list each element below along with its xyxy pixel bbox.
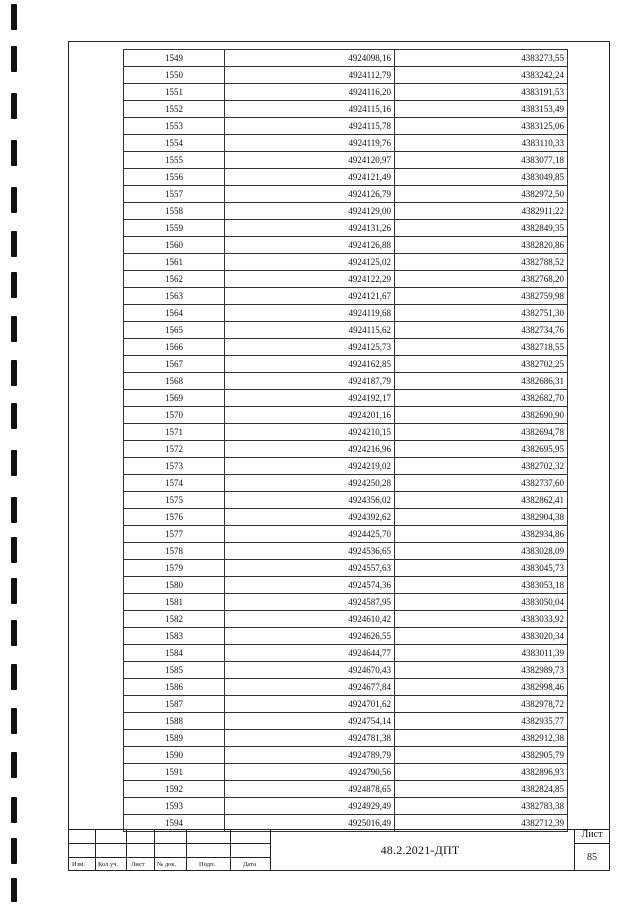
point-number-cell: 1549 bbox=[124, 50, 225, 67]
x-coordinate-cell: 4924356,02 bbox=[225, 492, 395, 509]
point-number-cell: 1561 bbox=[124, 254, 225, 271]
stamp-line bbox=[154, 829, 155, 871]
x-coordinate-cell: 4924126,88 bbox=[225, 237, 395, 254]
y-coordinate-cell: 4383273,55 bbox=[395, 50, 568, 67]
point-number-cell: 1577 bbox=[124, 526, 225, 543]
point-number-cell: 1559 bbox=[124, 220, 225, 237]
point-number-cell: 1558 bbox=[124, 203, 225, 220]
document-number: 48.2.2021-ДПТ bbox=[380, 843, 460, 857]
point-number-cell: 1568 bbox=[124, 373, 225, 390]
x-coordinate-cell: 4924789,79 bbox=[225, 747, 395, 764]
x-coordinate-cell: 4924250,28 bbox=[225, 475, 395, 492]
table-row bbox=[124, 441, 568, 458]
point-number-cell: 1566 bbox=[124, 339, 225, 356]
point-number-cell: 1572 bbox=[124, 441, 225, 458]
point-number-cell: 1563 bbox=[124, 288, 225, 305]
point-number-cell: 1562 bbox=[124, 271, 225, 288]
x-coordinate-cell: 4924574,36 bbox=[225, 577, 395, 594]
table-row bbox=[124, 475, 568, 492]
table-row bbox=[124, 543, 568, 560]
coordinates-table bbox=[123, 49, 568, 832]
point-number-cell: 1588 bbox=[124, 713, 225, 730]
y-coordinate-cell: 4382896,93 bbox=[395, 764, 568, 781]
y-coordinate-cell: 4383011,39 bbox=[395, 645, 568, 662]
x-coordinate-cell: 4924754,14 bbox=[225, 713, 395, 730]
y-coordinate-cell: 4383110,33 bbox=[395, 135, 568, 152]
y-coordinate-cell: 4383045,73 bbox=[395, 560, 568, 577]
x-coordinate-cell: 4924219,02 bbox=[225, 458, 395, 475]
x-coordinate-cell: 4924670,43 bbox=[225, 662, 395, 679]
table-row bbox=[124, 696, 568, 713]
table-row bbox=[124, 288, 568, 305]
binder-mark bbox=[11, 497, 17, 523]
table-row bbox=[124, 390, 568, 407]
x-coordinate-cell: 4924187,79 bbox=[225, 373, 395, 390]
y-coordinate-cell: 4382935,77 bbox=[395, 713, 568, 730]
sheet-number: 85 bbox=[587, 852, 597, 863]
y-coordinate-cell: 4382759,98 bbox=[395, 288, 568, 305]
table-row bbox=[124, 645, 568, 662]
y-coordinate-cell: 4383028,09 bbox=[395, 543, 568, 560]
table-row bbox=[124, 509, 568, 526]
y-coordinate-cell: 4382788,52 bbox=[395, 254, 568, 271]
y-coordinate-cell: 4382737,60 bbox=[395, 475, 568, 492]
x-coordinate-cell: 4924112,79 bbox=[225, 67, 395, 84]
y-coordinate-cell: 4383077,18 bbox=[395, 152, 568, 169]
x-coordinate-cell: 4924120,97 bbox=[225, 152, 395, 169]
table-row bbox=[124, 747, 568, 764]
y-coordinate-cell: 4382694,78 bbox=[395, 424, 568, 441]
table-row bbox=[124, 67, 568, 84]
binder-mark bbox=[11, 360, 17, 386]
table-row bbox=[124, 577, 568, 594]
table-row bbox=[124, 662, 568, 679]
table-row bbox=[124, 254, 568, 271]
y-coordinate-cell: 4382998,46 bbox=[395, 679, 568, 696]
point-number-cell: 1555 bbox=[124, 152, 225, 169]
x-coordinate-cell: 4924119,68 bbox=[225, 305, 395, 322]
point-number-cell: 1585 bbox=[124, 662, 225, 679]
binder-mark bbox=[11, 797, 17, 823]
x-coordinate-cell: 4924098,16 bbox=[225, 50, 395, 67]
binder-mark bbox=[11, 838, 17, 864]
table-row bbox=[124, 764, 568, 781]
table-row bbox=[124, 50, 568, 67]
x-coordinate-cell: 4924644,77 bbox=[225, 645, 395, 662]
y-coordinate-cell: 4382904,38 bbox=[395, 509, 568, 526]
table-row bbox=[124, 356, 568, 373]
binder-mark bbox=[11, 93, 17, 119]
x-coordinate-cell: 4924121,49 bbox=[225, 169, 395, 186]
binder-mark bbox=[11, 450, 17, 476]
point-number-cell: 1580 bbox=[124, 577, 225, 594]
table-row bbox=[124, 594, 568, 611]
x-coordinate-cell: 4924878,65 bbox=[225, 781, 395, 798]
point-number-cell: 1583 bbox=[124, 628, 225, 645]
stamp-line bbox=[574, 843, 610, 844]
point-number-cell: 1589 bbox=[124, 730, 225, 747]
point-number-cell: 1584 bbox=[124, 645, 225, 662]
table-row bbox=[124, 611, 568, 628]
point-number-cell: 1581 bbox=[124, 594, 225, 611]
table-row bbox=[124, 560, 568, 577]
y-coordinate-cell: 4382768,20 bbox=[395, 271, 568, 288]
point-number-cell: 1565 bbox=[124, 322, 225, 339]
table-row bbox=[124, 679, 568, 696]
x-coordinate-cell: 4924425,70 bbox=[225, 526, 395, 543]
title-block bbox=[68, 829, 610, 871]
stamp-label-doc-no: № док. bbox=[157, 861, 177, 868]
point-number-cell: 1552 bbox=[124, 101, 225, 118]
table-row bbox=[124, 135, 568, 152]
binder-mark bbox=[11, 140, 17, 166]
stamp-line bbox=[230, 829, 231, 871]
table-row bbox=[124, 713, 568, 730]
y-coordinate-cell: 4382751,30 bbox=[395, 305, 568, 322]
x-coordinate-cell: 4924929,49 bbox=[225, 798, 395, 815]
point-number-cell: 1579 bbox=[124, 560, 225, 577]
point-number-cell: 1587 bbox=[124, 696, 225, 713]
x-coordinate-cell: 4924129,00 bbox=[225, 203, 395, 220]
stamp-label-list: Лист bbox=[131, 861, 145, 868]
y-coordinate-cell: 4382824,85 bbox=[395, 781, 568, 798]
table-row bbox=[124, 492, 568, 509]
table-row bbox=[124, 169, 568, 186]
table-row bbox=[124, 424, 568, 441]
table-row bbox=[124, 730, 568, 747]
point-number-cell: 1560 bbox=[124, 237, 225, 254]
point-number-cell: 1594 bbox=[124, 815, 225, 832]
x-coordinate-cell: 4924610,42 bbox=[225, 611, 395, 628]
x-coordinate-cell: 4924119,76 bbox=[225, 135, 395, 152]
point-number-cell: 1564 bbox=[124, 305, 225, 322]
y-coordinate-cell: 4382783,38 bbox=[395, 798, 568, 815]
binder-mark bbox=[11, 537, 17, 563]
point-number-cell: 1553 bbox=[124, 118, 225, 135]
y-coordinate-cell: 4382712,39 bbox=[395, 815, 568, 832]
y-coordinate-cell: 4382849,35 bbox=[395, 220, 568, 237]
y-coordinate-cell: 4383049,85 bbox=[395, 169, 568, 186]
binder-mark bbox=[11, 316, 17, 342]
y-coordinate-cell: 4382702,25 bbox=[395, 356, 568, 373]
y-coordinate-cell: 4382686,31 bbox=[395, 373, 568, 390]
y-coordinate-cell: 4382989,73 bbox=[395, 662, 568, 679]
stamp-line bbox=[68, 857, 270, 858]
y-coordinate-cell: 4382682,70 bbox=[395, 390, 568, 407]
stamp-label-data: Дата bbox=[243, 861, 256, 868]
stamp-line bbox=[126, 829, 127, 871]
point-number-cell: 1590 bbox=[124, 747, 225, 764]
point-number-cell: 1569 bbox=[124, 390, 225, 407]
table-row bbox=[124, 339, 568, 356]
point-number-cell: 1567 bbox=[124, 356, 225, 373]
y-coordinate-cell: 4382690,90 bbox=[395, 407, 568, 424]
y-coordinate-cell: 4382718,55 bbox=[395, 339, 568, 356]
point-number-cell: 1575 bbox=[124, 492, 225, 509]
binder-mark bbox=[11, 752, 17, 778]
table-row bbox=[124, 101, 568, 118]
x-coordinate-cell: 4924122,29 bbox=[225, 271, 395, 288]
binder-mark bbox=[11, 878, 17, 902]
y-coordinate-cell: 4383125,06 bbox=[395, 118, 568, 135]
y-coordinate-cell: 4383242,24 bbox=[395, 67, 568, 84]
y-coordinate-cell: 4382972,50 bbox=[395, 186, 568, 203]
y-coordinate-cell: 4382734,76 bbox=[395, 322, 568, 339]
y-coordinate-cell: 4383191,53 bbox=[395, 84, 568, 101]
stamp-label-kol-uch: Кол.уч. bbox=[98, 861, 119, 868]
table-row bbox=[124, 237, 568, 254]
y-coordinate-cell: 4383020,34 bbox=[395, 628, 568, 645]
x-coordinate-cell: 4924587,95 bbox=[225, 594, 395, 611]
binder-mark bbox=[11, 46, 17, 72]
table-row bbox=[124, 526, 568, 543]
x-coordinate-cell: 4924115,62 bbox=[225, 322, 395, 339]
binder-mark bbox=[11, 664, 17, 690]
x-coordinate-cell: 4924210,15 bbox=[225, 424, 395, 441]
y-coordinate-cell: 4382911,22 bbox=[395, 203, 568, 220]
y-coordinate-cell: 4382978,72 bbox=[395, 696, 568, 713]
y-coordinate-cell: 4383050,04 bbox=[395, 594, 568, 611]
point-number-cell: 1550 bbox=[124, 67, 225, 84]
coordinates-table-body bbox=[124, 50, 568, 832]
point-number-cell: 1551 bbox=[124, 84, 225, 101]
stamp-line bbox=[68, 843, 270, 844]
binder-mark bbox=[11, 403, 17, 429]
stamp-line bbox=[186, 829, 187, 871]
x-coordinate-cell: 4924392,62 bbox=[225, 509, 395, 526]
point-number-cell: 1586 bbox=[124, 679, 225, 696]
point-number-cell: 1557 bbox=[124, 186, 225, 203]
x-coordinate-cell: 4924115,78 bbox=[225, 118, 395, 135]
point-number-cell: 1554 bbox=[124, 135, 225, 152]
table-row bbox=[124, 271, 568, 288]
x-coordinate-cell: 4924701,62 bbox=[225, 696, 395, 713]
point-number-cell: 1573 bbox=[124, 458, 225, 475]
binder-mark bbox=[11, 620, 17, 646]
y-coordinate-cell: 4382934,86 bbox=[395, 526, 568, 543]
x-coordinate-cell: 4924626,55 bbox=[225, 628, 395, 645]
x-coordinate-cell: 4924557,63 bbox=[225, 560, 395, 577]
y-coordinate-cell: 4382905,79 bbox=[395, 747, 568, 764]
x-coordinate-cell: 4924192,17 bbox=[225, 390, 395, 407]
x-coordinate-cell: 4924125,02 bbox=[225, 254, 395, 271]
x-coordinate-cell: 4924115,16 bbox=[225, 101, 395, 118]
y-coordinate-cell: 4382862,41 bbox=[395, 492, 568, 509]
y-coordinate-cell: 4383053,18 bbox=[395, 577, 568, 594]
x-coordinate-cell: 4924131,26 bbox=[225, 220, 395, 237]
x-coordinate-cell: 4924126,79 bbox=[225, 186, 395, 203]
x-coordinate-cell: 4924125,73 bbox=[225, 339, 395, 356]
x-coordinate-cell: 4924201,16 bbox=[225, 407, 395, 424]
stamp-label-podp: Подп. bbox=[199, 861, 216, 868]
stamp-line bbox=[68, 829, 610, 830]
x-coordinate-cell: 4924121,67 bbox=[225, 288, 395, 305]
point-number-cell: 1556 bbox=[124, 169, 225, 186]
x-coordinate-cell: 4924536,65 bbox=[225, 543, 395, 560]
y-coordinate-cell: 4382820,86 bbox=[395, 237, 568, 254]
x-coordinate-cell: 4924216,96 bbox=[225, 441, 395, 458]
table-row bbox=[124, 152, 568, 169]
sheet-label: Лист bbox=[581, 829, 603, 840]
table-row bbox=[124, 458, 568, 475]
point-number-cell: 1576 bbox=[124, 509, 225, 526]
binder-mark bbox=[11, 578, 17, 604]
y-coordinate-cell: 4382912,38 bbox=[395, 730, 568, 747]
point-number-cell: 1574 bbox=[124, 475, 225, 492]
point-number-cell: 1578 bbox=[124, 543, 225, 560]
point-number-cell: 1591 bbox=[124, 764, 225, 781]
point-number-cell: 1593 bbox=[124, 798, 225, 815]
binder-mark bbox=[11, 187, 17, 213]
table-row bbox=[124, 628, 568, 645]
table-row bbox=[124, 798, 568, 815]
x-coordinate-cell: 4925016,49 bbox=[225, 815, 395, 832]
y-coordinate-cell: 4382695,95 bbox=[395, 441, 568, 458]
binder-mark bbox=[11, 272, 17, 298]
stamp-label-izm: Изм. bbox=[72, 861, 85, 868]
table-row bbox=[124, 407, 568, 424]
table-row bbox=[124, 373, 568, 390]
binder-mark bbox=[11, 4, 17, 30]
binder-mark bbox=[11, 708, 17, 734]
x-coordinate-cell: 4924790,56 bbox=[225, 764, 395, 781]
table-row bbox=[124, 186, 568, 203]
x-coordinate-cell: 4924116,20 bbox=[225, 84, 395, 101]
table-row bbox=[124, 220, 568, 237]
y-coordinate-cell: 4383153,49 bbox=[395, 101, 568, 118]
table-row bbox=[124, 305, 568, 322]
stamp-line bbox=[95, 829, 96, 871]
table-row bbox=[124, 118, 568, 135]
table-row bbox=[124, 84, 568, 101]
y-coordinate-cell: 4382702,32 bbox=[395, 458, 568, 475]
point-number-cell: 1571 bbox=[124, 424, 225, 441]
x-coordinate-cell: 4924677,84 bbox=[225, 679, 395, 696]
y-coordinate-cell: 4383033,92 bbox=[395, 611, 568, 628]
point-number-cell: 1570 bbox=[124, 407, 225, 424]
table-row bbox=[124, 781, 568, 798]
table-row bbox=[124, 203, 568, 220]
point-number-cell: 1592 bbox=[124, 781, 225, 798]
table-row bbox=[124, 322, 568, 339]
point-number-cell: 1582 bbox=[124, 611, 225, 628]
binder-mark bbox=[11, 231, 17, 257]
x-coordinate-cell: 4924162,85 bbox=[225, 356, 395, 373]
x-coordinate-cell: 4924781,38 bbox=[225, 730, 395, 747]
